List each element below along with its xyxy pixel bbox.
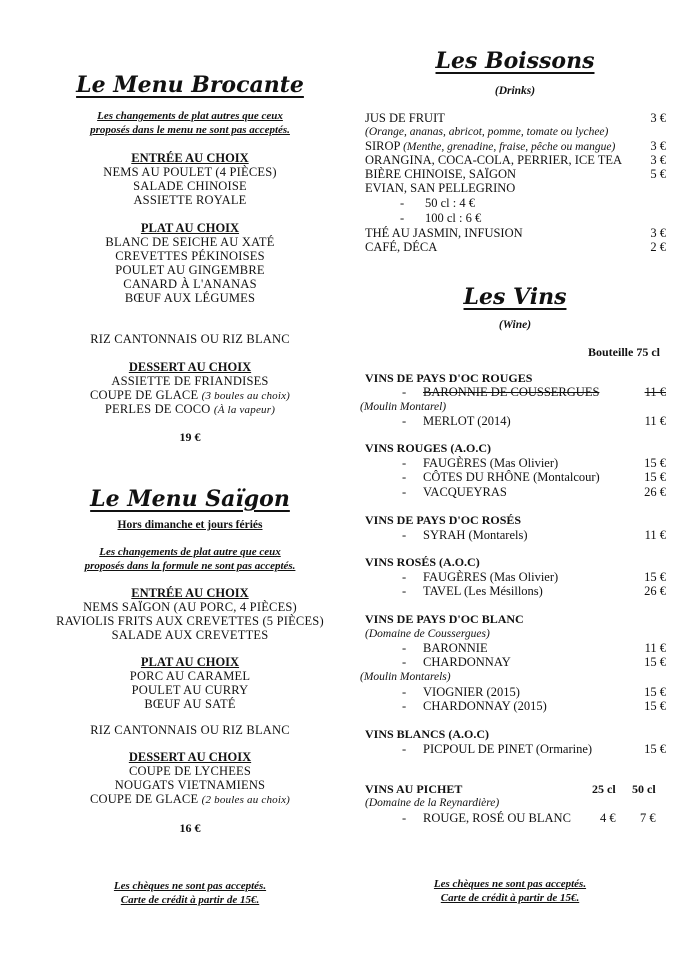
vins-pichet-title: VINS AU PICHET <box>365 782 463 796</box>
drink-sirop-price: 3 € <box>650 139 666 153</box>
vins-pichet-50cl: 50 cl <box>632 782 656 796</box>
wine-faugeres-rouge-price: 15 € <box>644 456 666 470</box>
drink-jus: JUS DE FRUIT <box>365 111 445 125</box>
wine-faugeres-rose-price: 15 € <box>644 570 666 584</box>
brocante-dessert-3-note: (À la vapeur) <box>213 404 276 416</box>
wine-baronnie: BARONNIE <box>423 641 488 655</box>
wine-baronnie-price: 11 € <box>644 641 666 655</box>
wine-dash: - <box>402 385 407 399</box>
brocante-plat-item: POULET AU GINGEMBRE <box>115 263 265 277</box>
saigon-riz: RIZ CANTONNAIS OU RIZ BLANC <box>90 723 290 737</box>
brocante-plat-item: CREVETTES PÉKINOISES <box>115 249 265 263</box>
saigon-dessert-item: NOUGATS VIETNAMIENS <box>114 778 266 792</box>
wine-vacqueyras-price: 26 € <box>644 485 666 499</box>
wine-tavel: TAVEL (Les Mésillons) <box>423 584 543 598</box>
saigon-entree-title: ENTRÉE AU CHOIX <box>131 586 249 600</box>
menu-brocante-notice-1: Les changements de plat autres que ceux <box>97 110 283 122</box>
brocante-entree-title: ENTRÉE AU CHOIX <box>131 151 249 165</box>
wine-viognier-price: 15 € <box>644 685 666 699</box>
wine-pichet-item-25-price: 4 € <box>600 811 616 825</box>
wine-picpoul: PICPOUL DE PINET (Ormarine) <box>423 742 593 756</box>
brocante-dessert-title: DESSERT AU CHOIX <box>128 360 252 374</box>
wine-merlot: MERLOT (2014) <box>423 414 511 428</box>
menu-brocante-title: Le Menu Brocante <box>76 72 304 98</box>
menu-saigon-notice-2: proposés dans la formule ne sont pas acceptés. <box>84 560 296 572</box>
menu-saigon-title: Le Menu Saïgon <box>90 486 290 512</box>
wine-merlot-price: 11 € <box>644 414 666 428</box>
wine-dash: - <box>402 584 407 598</box>
wine-chardonnay: CHARDONNAY <box>423 655 511 669</box>
wine-pichet-item-50-price: 7 € <box>640 811 656 825</box>
saigon-dessert-item: COUPE DE LYCHEES <box>128 764 252 778</box>
wine-syrah-price: 11 € <box>644 528 666 542</box>
saigon-price: 16 € <box>179 821 201 835</box>
vins-oc-rouges-title: VINS DE PAYS D'OC ROUGES <box>365 371 533 385</box>
drink-orangina: ORANGINA, COCA-COLA, PERRIER, ICE TEA <box>365 153 623 167</box>
wine-dash: - <box>402 811 407 825</box>
drink-biere: BIÈRE CHINOISE, SAÏGON <box>365 167 517 181</box>
brocante-entree-item: NEMS AU POULET (4 PIÈCES) <box>103 165 277 179</box>
wine-domaine-coussergues: (Domaine de Coussergues) <box>365 628 490 640</box>
wine-dash: - <box>402 641 407 655</box>
wine-baronnie-coussergues-price: 11 € <box>644 385 666 399</box>
wine-faugeres-rose: FAUGÈRES (Mas Olivier) <box>423 570 559 584</box>
wine-dash: - <box>402 485 407 499</box>
wine-cotes-du-rhone-price: 15 € <box>644 470 666 484</box>
footer-right-line-1: Les chèques ne sont pas acceptés. <box>433 878 587 890</box>
wine-dash: - <box>402 655 407 669</box>
wine-picpoul-price: 15 € <box>644 742 666 756</box>
wine-dash: - <box>402 470 407 484</box>
saigon-entree-item: SALADE AUX CREVETTES <box>111 628 269 642</box>
wine-syrah: SYRAH (Montarels) <box>423 528 528 542</box>
brocante-plat-item: BLANC DE SEICHE AU XATÉ <box>105 235 275 249</box>
saigon-plat-title: PLAT AU CHOIX <box>140 655 240 669</box>
wine-dash: - <box>402 414 407 428</box>
brocante-riz: RIZ CANTONNAIS OU RIZ BLANC <box>90 332 290 346</box>
drink-orangina-price: 3 € <box>650 153 666 167</box>
saigon-entree-item: RAVIOLIS FRITS AUX CREVETTES (5 PIÈCES) <box>56 614 324 628</box>
wine-baronnie-coussergues: BARONNIE DE COUSSERGUES <box>423 385 600 399</box>
drink-evian-100: 100 cl : 6 € <box>425 211 482 225</box>
vins-blancs-aoc-title: VINS BLANCS (A.O.C) <box>365 727 490 741</box>
wine-domaine-reynardiere: (Domaine de la Reynardière) <box>365 797 500 809</box>
brocante-dessert-2: COUPE DE GLACE <box>89 388 199 402</box>
saigon-dessert-3-note: (2 boules au choix) <box>201 794 291 806</box>
wine-chardonnay-2015-price: 15 € <box>644 699 666 713</box>
drink-sirop-label: SIROP <box>365 139 400 153</box>
brocante-plat-item: CANARD À L'ANANAS <box>123 277 257 291</box>
boissons-subtitle: (Drinks) <box>494 85 536 97</box>
wine-moulin-montarels: (Moulin Montarels) <box>360 671 451 683</box>
saigon-plat-item: POULET AU CURRY <box>131 683 249 697</box>
brocante-plat-title: PLAT AU CHOIX <box>140 221 240 235</box>
vins-oc-blanc-title: VINS DE PAYS D'OC BLANC <box>365 612 524 626</box>
footer-left-line-2: Carte de crédit à partir de 15€. <box>120 894 260 906</box>
saigon-dessert-title: DESSERT AU CHOIX <box>128 750 252 764</box>
wine-dash: - <box>402 570 407 584</box>
saigon-plat-item: PORC AU CARAMEL <box>129 669 251 683</box>
brocante-dessert-2-note: (3 boules au choix) <box>201 390 291 402</box>
footer-right-line-2: Carte de crédit à partir de 15€. <box>440 892 580 904</box>
drink-evian-dash: - <box>400 211 405 225</box>
wine-viognier: VIOGNIER (2015) <box>423 685 520 699</box>
saigon-dessert-item <box>40 792 340 807</box>
wine-dash: - <box>402 528 407 542</box>
drink-evian: EVIAN, SAN PELLEGRINO <box>365 181 516 195</box>
vins-roses-aoc-title: VINS ROSÉS (A.O.C) <box>365 555 480 569</box>
brocante-dessert-3: PERLES DE COCO <box>104 402 211 416</box>
saigon-entree-item: NEMS SAÏGON (AU PORC, 4 PIÈCES) <box>83 600 297 614</box>
drink-evian-50: 50 cl : 4 € <box>425 196 475 210</box>
wine-faugeres-rouge: FAUGÈRES (Mas Olivier) <box>423 456 559 470</box>
vins-title: Les Vins <box>463 284 567 310</box>
wine-dash: - <box>402 699 407 713</box>
drink-jus-note: (Orange, ananas, abricot, pomme, tomate ou lychee) <box>365 126 609 138</box>
vins-oc-roses-title: VINS DE PAYS D'OC ROSÉS <box>365 513 522 527</box>
menu-brocante-notice-2: proposés dans le menu ne sont pas acceptés. <box>90 124 290 136</box>
wine-chardonnay-price: 15 € <box>644 655 666 669</box>
brocante-price: 19 € <box>179 430 201 444</box>
boissons-title: Les Boissons <box>435 48 595 74</box>
vins-rouges-aoc-title: VINS ROUGES (A.O.C) <box>365 441 492 455</box>
menu-saigon-subtitle: Hors dimanche et jours fériés <box>117 519 263 531</box>
drink-evian-dash: - <box>400 196 405 210</box>
wine-dash: - <box>402 456 407 470</box>
brocante-dessert-item <box>40 402 340 417</box>
wine-vacqueyras: VACQUEYRAS <box>423 485 507 499</box>
wine-dash: - <box>402 742 407 756</box>
drink-sirop <box>365 139 615 154</box>
brocante-plat-item: BŒUF AUX LÉGUMES <box>124 291 256 305</box>
brocante-dessert-item: ASSIETTE DE FRIANDISES <box>111 374 269 388</box>
drink-sirop-note: (Menthe, grenadine, fraise, pêche ou mangue) <box>403 141 616 153</box>
brocante-entree-item: SALADE CHINOISE <box>133 179 247 193</box>
drink-jus-price: 3 € <box>650 111 666 125</box>
vins-subtitle: (Wine) <box>498 319 532 331</box>
vins-bouteille: Bouteille 75 cl <box>588 345 660 359</box>
brocante-entree-item: ASSIETTE ROYALE <box>133 193 247 207</box>
drink-biere-price: 5 € <box>650 167 666 181</box>
menu-saigon-notice-1: Les changements de plat autre que ceux <box>99 546 281 558</box>
wine-cotes-du-rhone: CÔTES DU RHÔNE (Montalcour) <box>423 470 600 484</box>
saigon-plat-item: BŒUF AU SATÉ <box>144 697 236 711</box>
vins-pichet-25cl: 25 cl <box>592 782 616 796</box>
wine-moulin-montarel: (Moulin Montarel) <box>360 401 447 413</box>
saigon-dessert-3: COUPE DE GLACE <box>89 792 199 806</box>
wine-dash: - <box>402 685 407 699</box>
drink-cafe-price: 2 € <box>650 240 666 254</box>
brocante-dessert-item <box>40 388 340 403</box>
drink-the-price: 3 € <box>650 226 666 240</box>
drink-the: THÉ AU JASMIN, INFUSION <box>365 226 523 240</box>
wine-pichet-item: ROUGE, ROSÉ OU BLANC <box>423 811 571 825</box>
wine-chardonnay-2015: CHARDONNAY (2015) <box>423 699 547 713</box>
wine-tavel-price: 26 € <box>644 584 666 598</box>
footer-left-line-1: Les chèques ne sont pas acceptés. <box>113 880 267 892</box>
drink-cafe: CAFÉ, DÉCA <box>365 240 438 254</box>
